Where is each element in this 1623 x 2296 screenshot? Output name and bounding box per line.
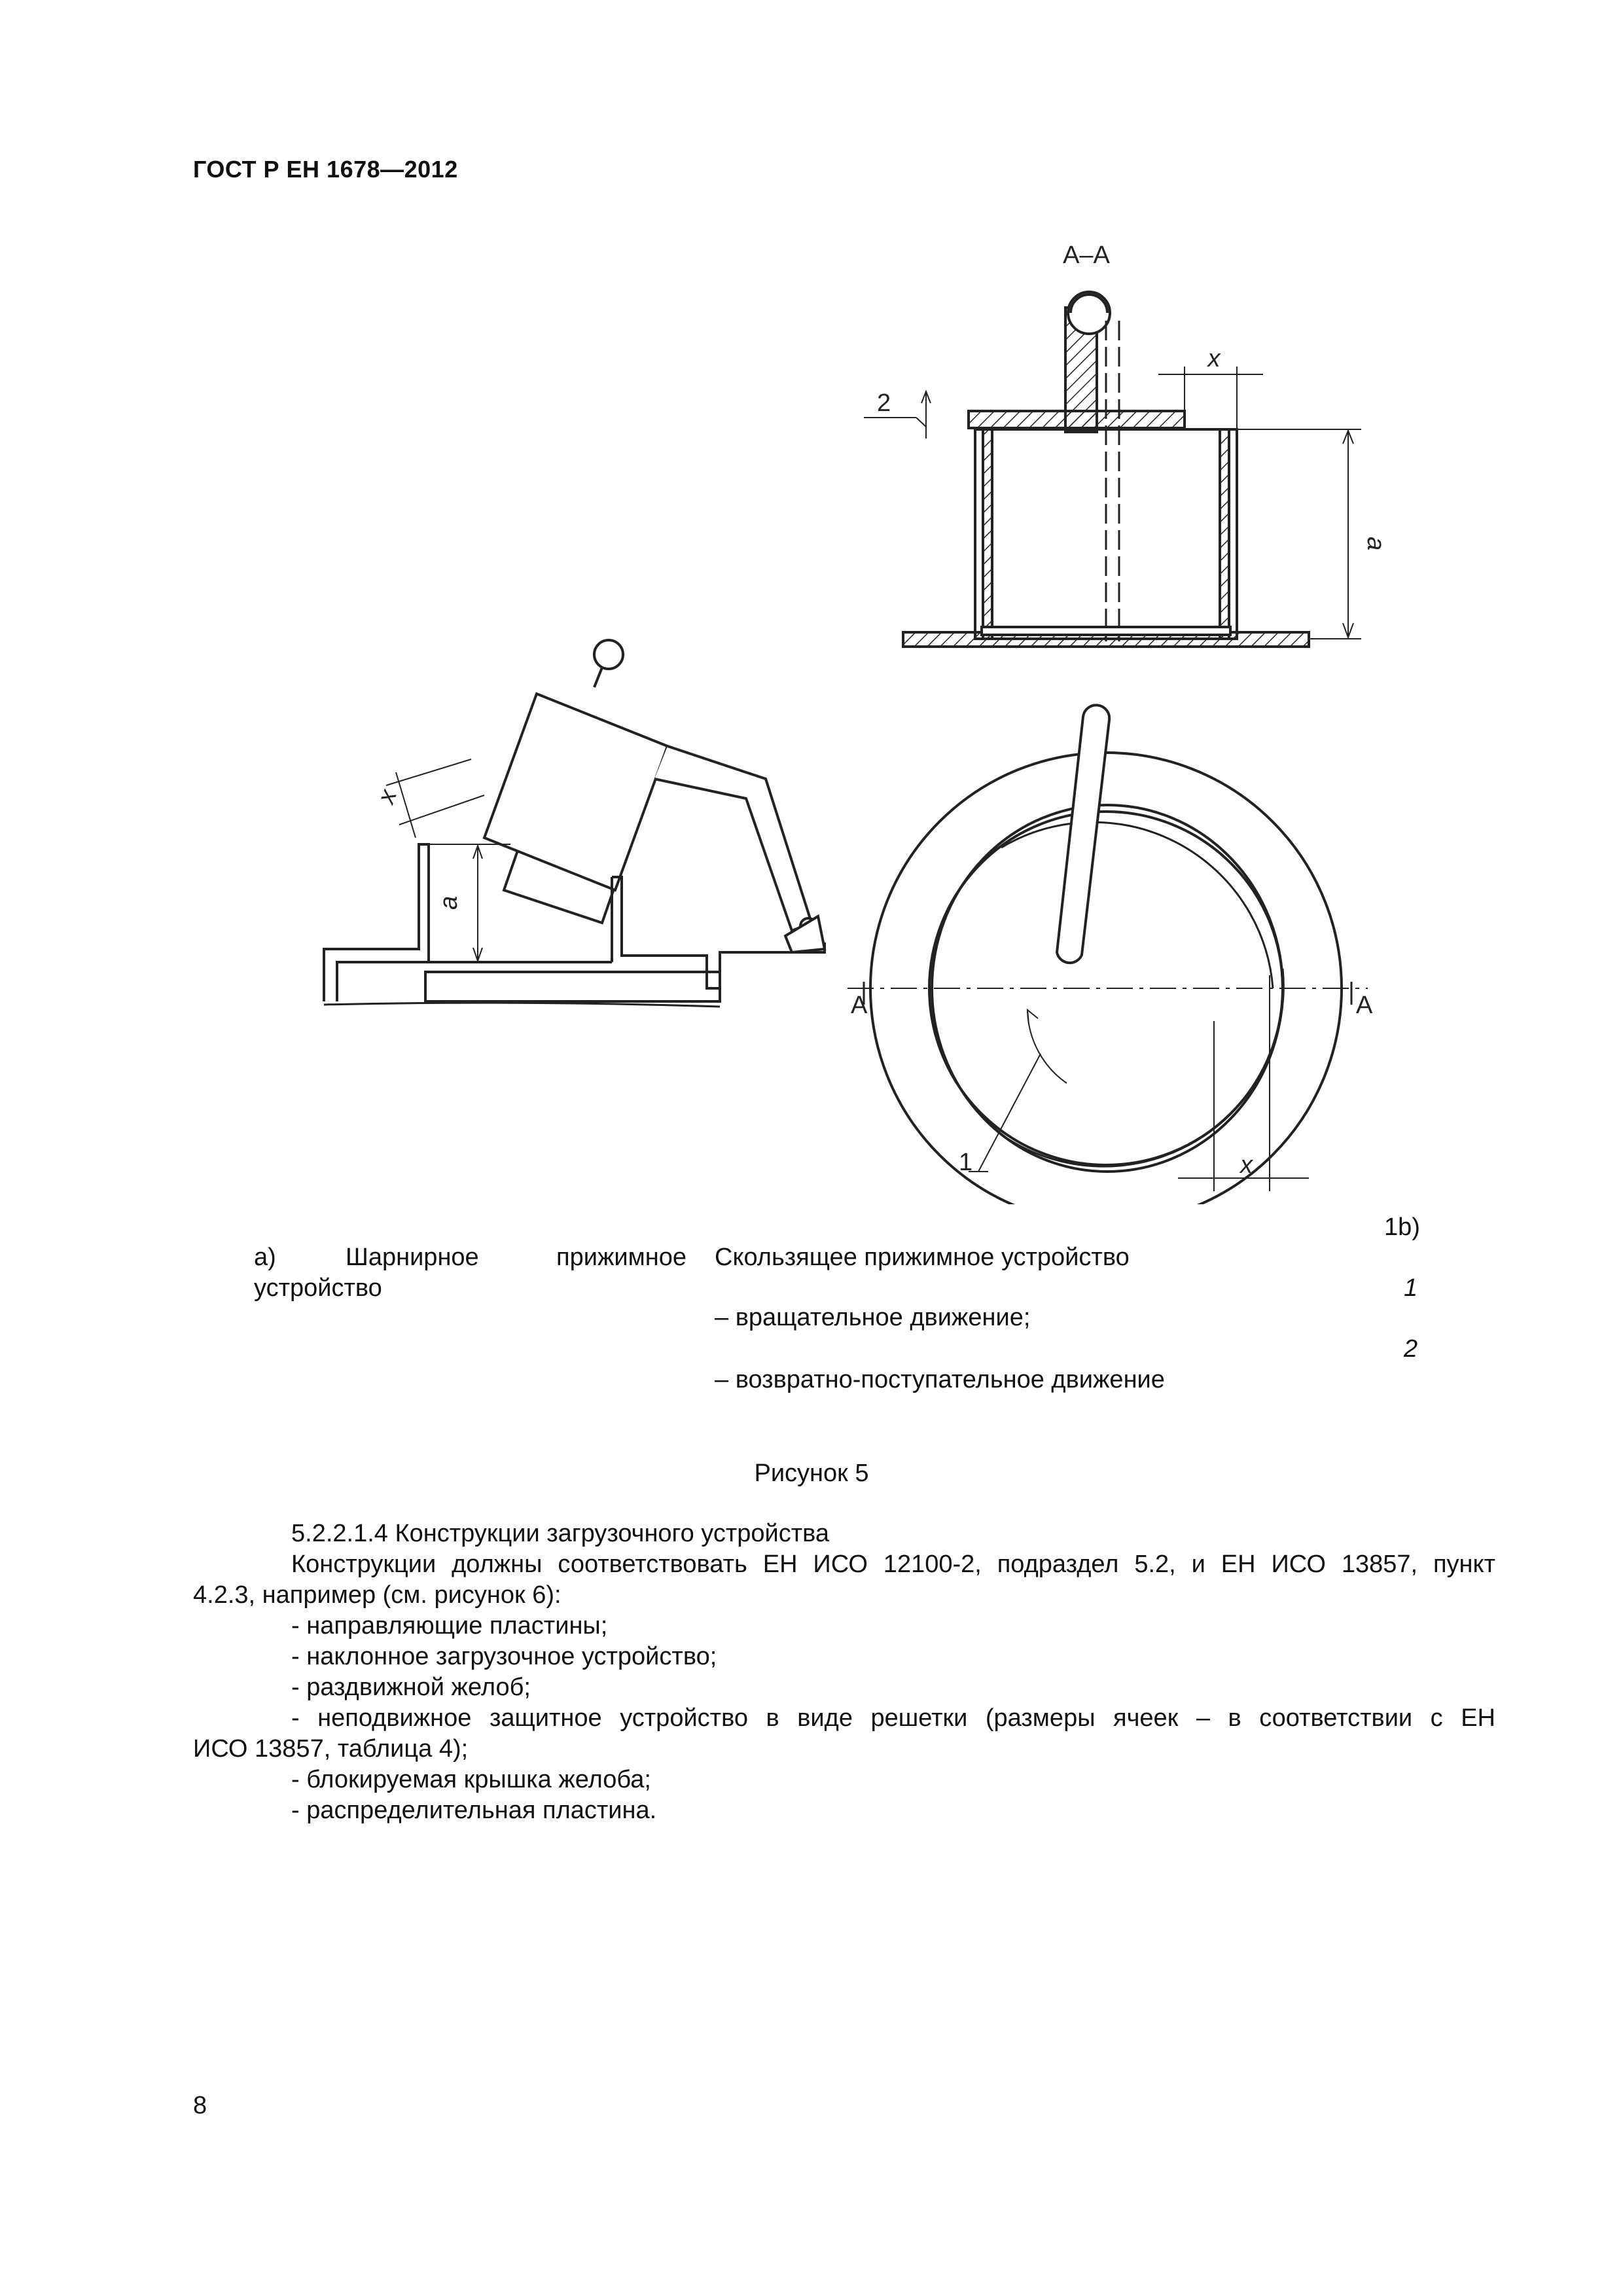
- dim-a-hinged: a: [435, 895, 463, 910]
- list-item: - блокируемая крышка желоба;: [291, 1766, 651, 1793]
- caption-right-title: Скользящее прижимное устройство: [715, 1244, 1130, 1271]
- caption-left-c: прижимное: [556, 1244, 687, 1271]
- list-item: - наклонное загрузочное устройство;: [291, 1643, 717, 1670]
- plan-view: [847, 705, 1368, 1204]
- document-header: ГОСТ Р ЕН 1678—2012: [193, 156, 458, 183]
- callout-1: 1: [959, 1149, 973, 1176]
- dim-a-section: a: [1362, 537, 1389, 551]
- paragraph-line-2: 4.2.3, например (см. рисунок 6):: [193, 1581, 562, 1609]
- section-label: A–A: [1063, 242, 1110, 269]
- callout-2: 2: [877, 389, 891, 417]
- list-item-4-line-1: - неподвижное защитное устройство в виде решетки (размеры ячеек – в соответствии с ЕН: [291, 1704, 1495, 1732]
- section-view: [864, 292, 1361, 647]
- caption-tag-1b: 1b): [1384, 1213, 1420, 1241]
- list-item: - направляющие пластины;: [291, 1612, 608, 1640]
- legend-num-1: 1: [1404, 1274, 1418, 1302]
- legend-num-2: 2: [1404, 1335, 1418, 1363]
- dim-x-bottom: x: [1240, 1151, 1253, 1179]
- legend-text-2: – возвратно-поступательное движение: [715, 1366, 1165, 1393]
- page-number: 8: [193, 2092, 207, 2119]
- heading-text: 5.2.2.1.4 Конструкции загрузочного устройства: [291, 1520, 830, 1547]
- caption-left-b: Шарнирное: [346, 1244, 479, 1271]
- hinged-device: [324, 640, 825, 1007]
- dim-x-top: x: [1207, 345, 1221, 372]
- dim-x-hinged: x: [372, 785, 402, 808]
- paragraph-line-1: Конструкции должны соответствовать ЕН ИСО 12100-2, подраздел 5.2, и ЕН ИСО 13857, пункт: [291, 1551, 1495, 1578]
- figure-5-drawing: [288, 236, 1400, 1204]
- cut-mark-left: A: [851, 992, 868, 1019]
- legend-text-1: – вращательное движение;: [715, 1304, 1031, 1331]
- section-heading: [193, 1518, 1495, 1826]
- figure-title: Рисунок 5: [754, 1460, 869, 1487]
- cut-mark-right: A: [1356, 992, 1373, 1019]
- list-item: - распределительная пластина.: [291, 1797, 657, 1824]
- caption-left-a: а): [254, 1244, 276, 1271]
- list-item-4-line-2: ИСО 13857, таблица 4);: [193, 1735, 469, 1763]
- caption-left-d: устройство: [254, 1274, 382, 1302]
- list-item: - раздвижной желоб;: [291, 1674, 531, 1701]
